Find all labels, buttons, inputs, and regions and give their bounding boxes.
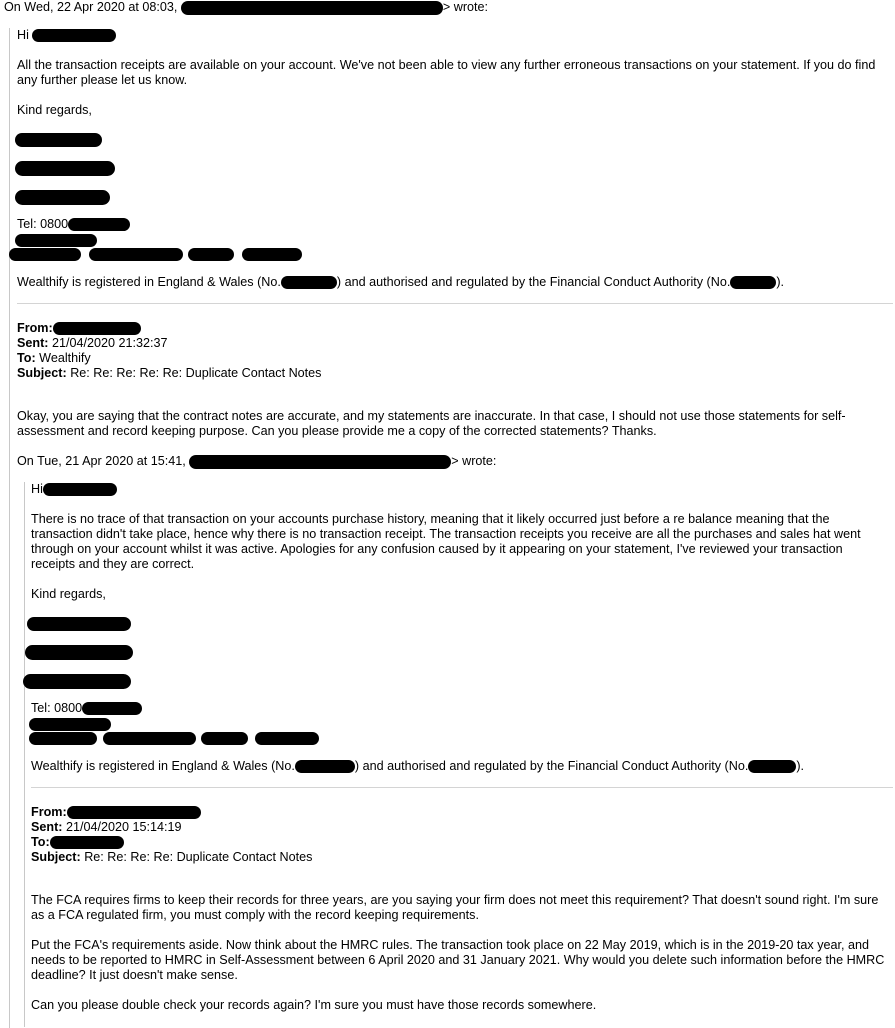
redacted-address — [242, 248, 302, 261]
message2-to: To: Wealthify — [17, 351, 91, 365]
email3-greeting: Hi — [31, 482, 117, 497]
quote-bar-level1 — [9, 28, 10, 1028]
redacted-name — [43, 483, 117, 496]
divider — [17, 303, 893, 304]
email1-legal: Wealthify is registered in England & Wales (No. ) and authorised and regulated by the Financial Conduct Authority (No. ). — [17, 275, 785, 289]
message2-subject: Subject: Re: Re: Re: Re: Re: Duplicate Contact Notes — [17, 366, 322, 380]
attribution-date: On Wed, 22 Apr 2020 at 08:03, — [4, 0, 178, 14]
email3-attribution: On Tue, 21 Apr 2020 at 15:41, > wrote: — [17, 454, 497, 468]
redacted-address — [201, 732, 248, 745]
redacted-company-number — [281, 276, 337, 289]
redacted-fca-number — [730, 276, 776, 289]
divider — [31, 787, 893, 788]
redacted-signature-line — [25, 645, 133, 660]
email1-attribution — [4, 0, 488, 15]
redacted-phone — [68, 218, 130, 231]
redacted-sender — [189, 455, 451, 469]
redacted-signature-line — [15, 133, 102, 147]
message4-to: To: — [31, 835, 124, 850]
email3-body: There is no trace of that transaction on your accounts purchase history, meaning that it likely occurred just before a re balance meaning that the transaction didn't take place, hence why there is no transaction receipt. The transaction receipts you receive are all the purchases and sales hat went through on your account whilst it was active. Apologies for any confusion caused by it appearing on your statement, I've reviewed your transaction receipts and they are correct. — [31, 512, 861, 571]
redacted-address — [103, 732, 196, 745]
email3-signoff: Kind regards, — [31, 587, 106, 601]
message4-para1: The FCA requires firms to keep their records for three years, are you saying your firm does not meet this requirement? That doesn't sound right. I'm sure as a FCA regulated firm, you must comply with the record keeping requirements. — [31, 893, 879, 922]
redacted-from — [67, 806, 201, 819]
message2-from: From: — [17, 321, 141, 336]
email3-tel: Tel: 0800 — [31, 701, 142, 716]
redacted-signature-line — [15, 190, 110, 205]
redacted-from — [53, 322, 141, 335]
email1-greeting: Hi — [17, 28, 116, 43]
message4-from: From: — [31, 805, 201, 820]
message2-sent: Sent: 21/04/2020 21:32:37 — [17, 336, 168, 350]
redacted-address — [255, 732, 319, 745]
redacted-to — [50, 836, 124, 849]
message4-subject: Subject: Re: Re: Re: Re: Duplicate Contact Notes — [31, 850, 313, 864]
email1-tel: Tel: 0800 — [17, 217, 130, 232]
redacted-fca-number — [748, 760, 796, 773]
attribution-suffix: > wrote: — [442, 0, 489, 14]
email1-body: All the transaction receipts are available on your account. We've not been able to view any further erroneous transactions on your statement. If you do find any further please let us know. — [17, 58, 876, 87]
redacted-signature-line — [23, 674, 131, 689]
message2-body: Okay, you are saying that the contract notes are accurate, and my statements are inaccurate. In that case, I should not use those statements for self-assessment and record keeping purpose. Can you please provide me a copy of the corrected statements? Thanks. — [17, 409, 846, 438]
redacted-name — [32, 29, 116, 42]
message4-sent: Sent: 21/04/2020 15:14:19 — [31, 820, 182, 834]
email1-signoff: Kind regards, — [17, 103, 92, 117]
redacted-address — [29, 718, 111, 731]
redacted-sender — [181, 1, 443, 15]
quote-bar-level2 — [24, 482, 25, 1027]
redacted-signature-line — [15, 161, 115, 176]
redacted-company-number — [295, 760, 355, 773]
redacted-signature-line — [27, 617, 131, 631]
message4-para2: Put the FCA's requirements aside. Now think about the HMRC rules. The transaction took place on 22 May 2019, which is in the 2019-20 tax year, and needs to be reported to HMRC in Self-Assessment between 6 April 2020 and 31 January 2021. Why would you delete such information before the HMRC deadline? It just doesn't make sense. — [31, 938, 885, 982]
redacted-phone — [82, 702, 142, 715]
redacted-address — [29, 732, 97, 745]
redacted-address — [89, 248, 183, 261]
message4-para3: Can you please double check your records again? I'm sure you must have those records somewhere. — [31, 998, 597, 1012]
redacted-address — [9, 248, 81, 261]
redacted-address — [15, 234, 97, 247]
redacted-address — [188, 248, 234, 261]
email3-legal: Wealthify is registered in England & Wales (No. ) and authorised and regulated by the Financial Conduct Authority (No. ). — [31, 759, 805, 773]
